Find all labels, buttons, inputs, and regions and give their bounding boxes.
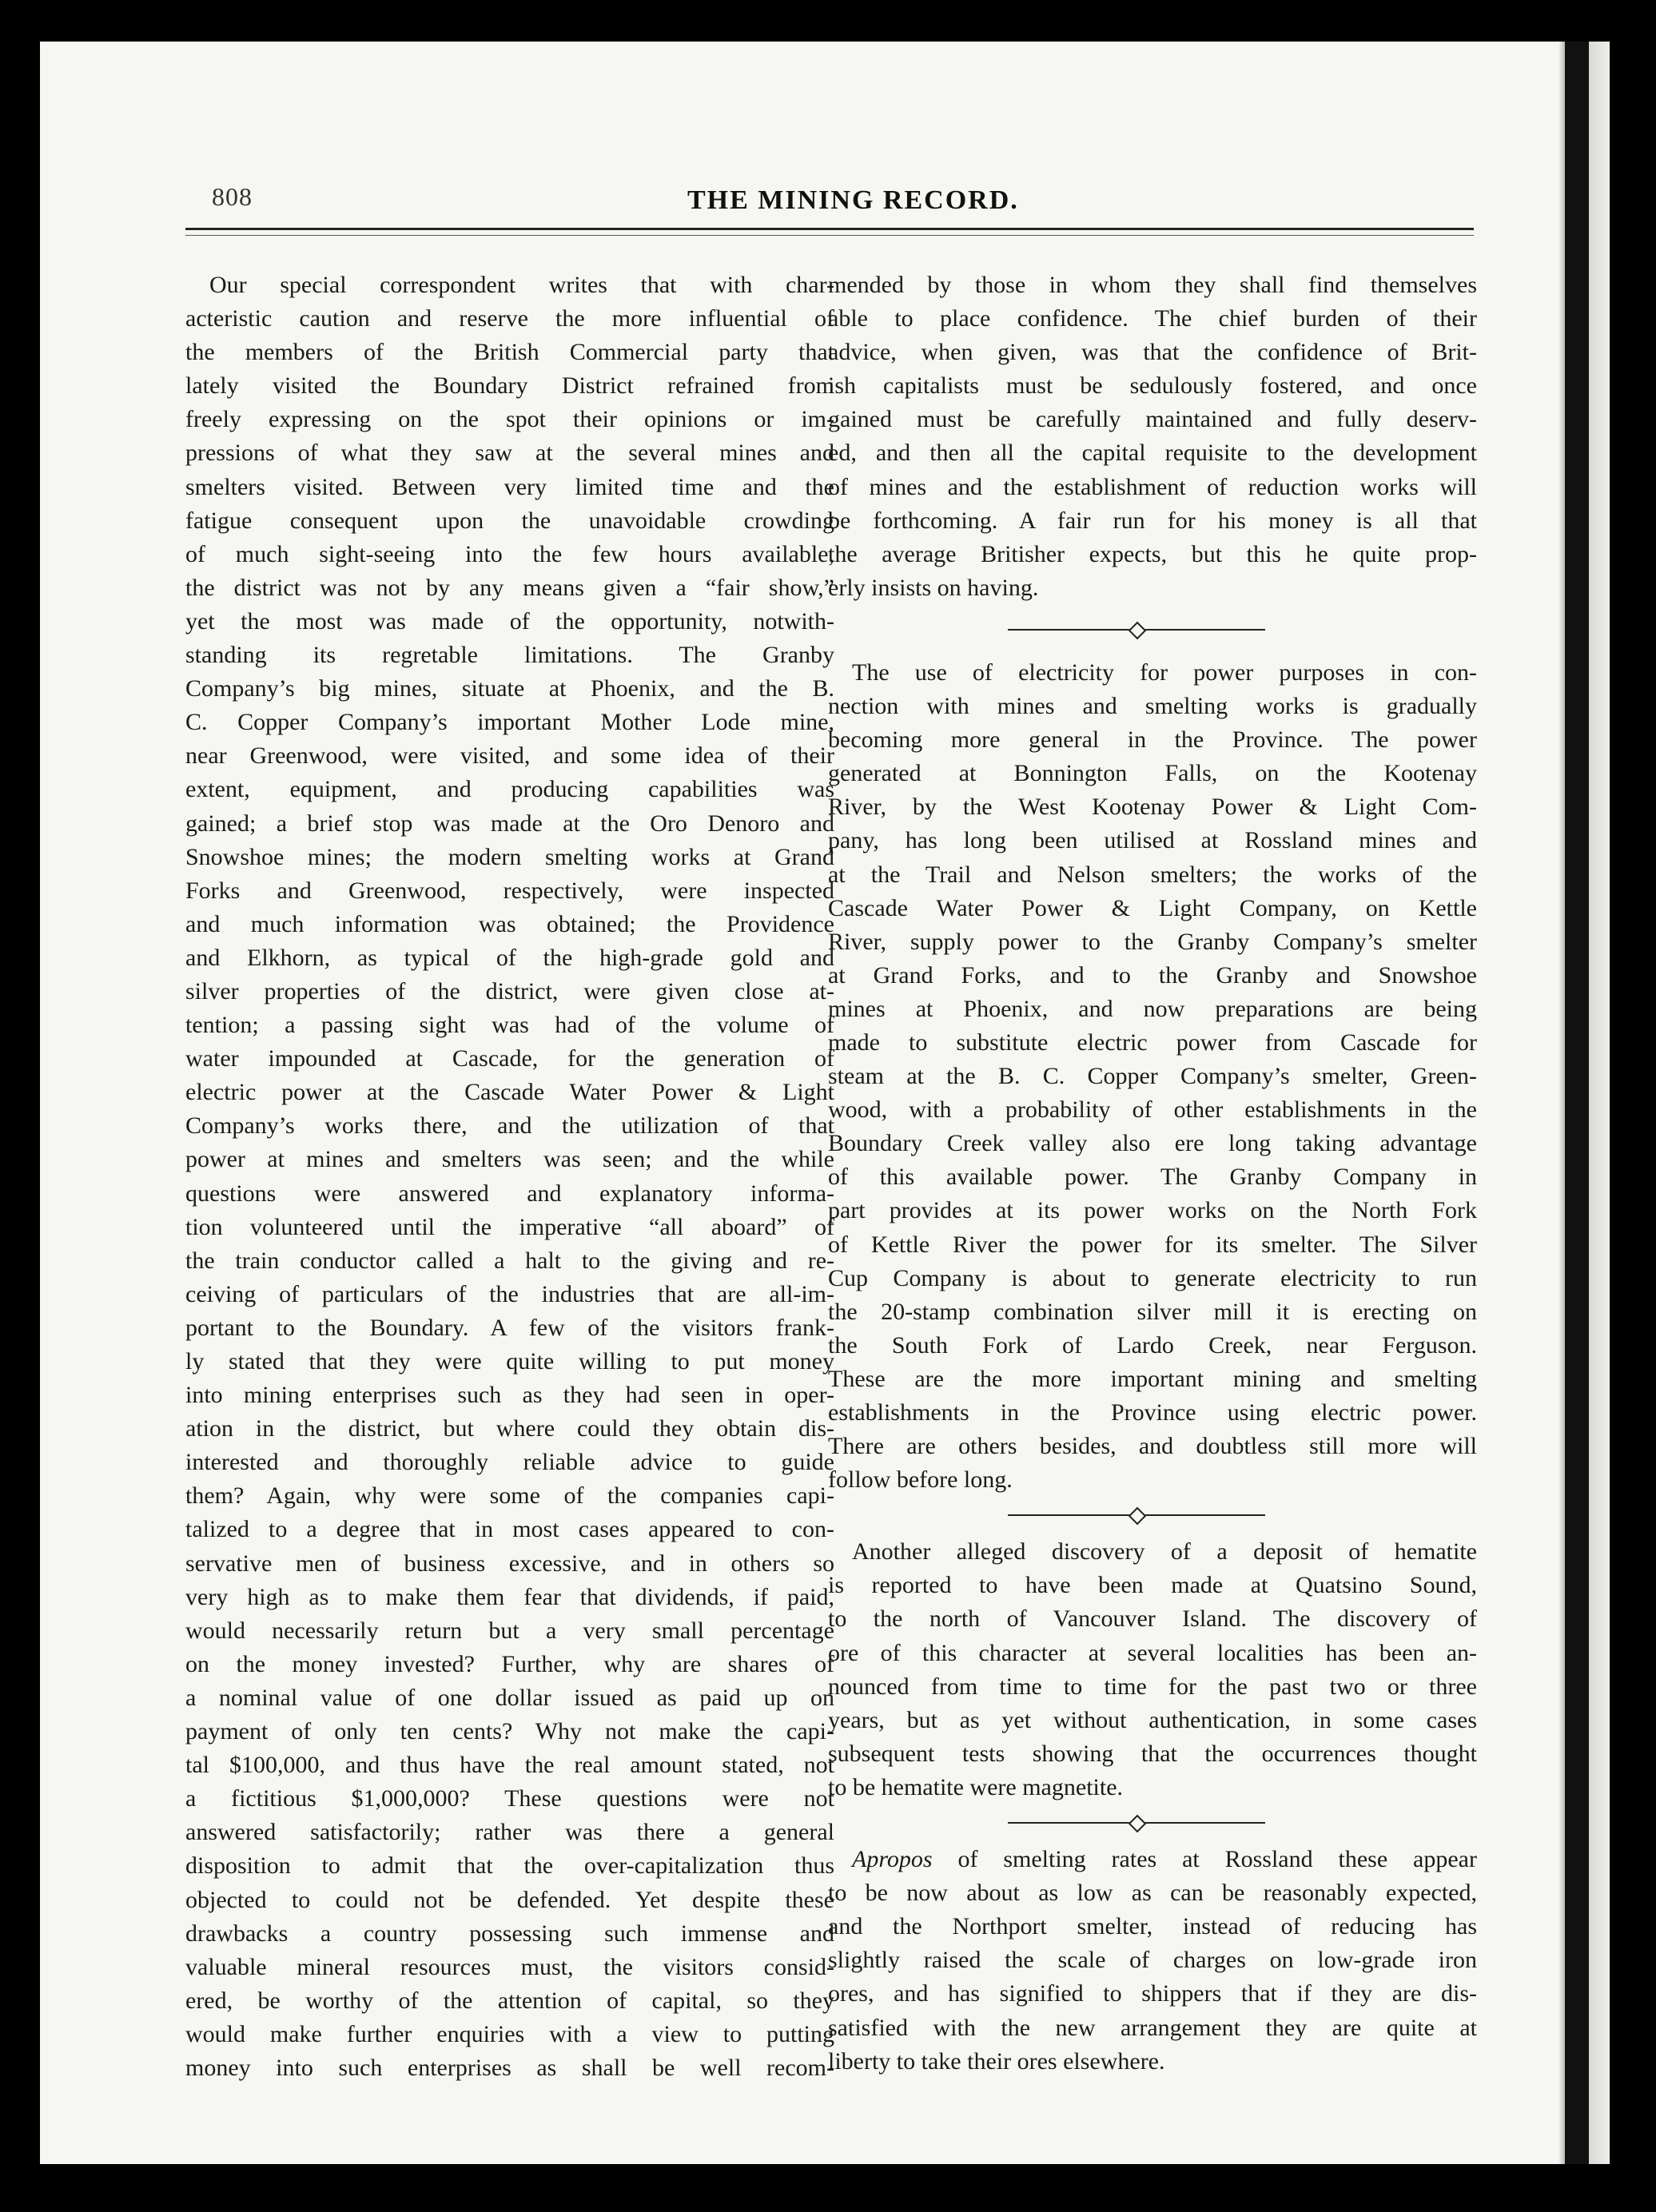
diamond-ornament-icon (1129, 1815, 1147, 1833)
text-line: pressions of what they saw at the several mines and (185, 440, 834, 467)
text-line: them? Again, why were some of the companies capi- (185, 1482, 834, 1510)
right-column (828, 269, 1477, 2079)
text-line: C. Copper Company’s important Mother Lode mine, (185, 709, 834, 736)
text-line: Snowshoe mines; the modern smelting works at Grand (185, 843, 834, 870)
text-line: of mines and the establishment of reduction works will (828, 473, 1477, 500)
text-line: gained must be carefully maintained and fully deserv- (828, 406, 1477, 433)
text-line: portant to the Boundary. A few of the visitors frank- (185, 1314, 834, 1341)
text-line: very high as to make them fear that dividends, if paid, (185, 1583, 834, 1610)
text-line: Cascade Water Power & Light Company, on Kettle (828, 894, 1477, 921)
text-line: liberty to take their ores elsewhere. (828, 2047, 1165, 2075)
text-line: yet the most was made of the opportunity, notwith- (185, 607, 834, 635)
text-line: Boundary Creek valley also ere long taking advantage (828, 1130, 1477, 1157)
article-paragraph (828, 1535, 1477, 1804)
article-paragraph (828, 1843, 1477, 2079)
text-line: ceiving of particulars of the industries that are all-im- (185, 1280, 834, 1307)
text-line: mended by those in whom they shall find themselves (828, 272, 1477, 298)
text-line: the 20-stamp combination silver mill it is erecting on (828, 1298, 1477, 1325)
text-line: Forks and Greenwood, respectively, were inspected (185, 877, 834, 904)
text-line: Cup Company is about to generate electricity to run (828, 1264, 1477, 1291)
text-line: River, by the West Kootenay Power & Light Com- (828, 794, 1477, 821)
text-line: a nominal value of one dollar issued as paid up on (185, 1684, 834, 1711)
text-line: These are the more important mining and smelting (828, 1365, 1477, 1392)
text-line: Our special correspondent writes that with char- (209, 272, 834, 298)
text-line: into mining enterprises such as they had seen in oper- (185, 1382, 834, 1409)
text-line: able to place confidence. The chief burden of their (828, 305, 1477, 332)
text-line: tion volunteered until the imperative “all aboard” of (185, 1213, 834, 1240)
text-line: of Kettle River the power for its smelter. The Silver (828, 1231, 1477, 1258)
text-line: questions were answered and explanatory informa- (185, 1180, 834, 1207)
text-line: a fictitious $1,000,000? These questions were not (185, 1785, 834, 1812)
text-line: ly stated that they were quite willing to put money (185, 1348, 834, 1375)
text-line: lately visited the Boundary District refrained from (185, 372, 834, 400)
facing-page-edge (1565, 42, 1610, 2164)
text-line: tal $100,000, and thus have the real amount stated, not (185, 1752, 834, 1779)
text-line: answered satisfactorily; rather was there a general (185, 1819, 834, 1846)
text-line (828, 1843, 1477, 1876)
text-line: the members of the British Commercial party that (185, 339, 834, 366)
text-line: near Greenwood, were visited, and some idea of their (185, 742, 834, 770)
text-line: There are others besides, and doubtless still more will (828, 1433, 1477, 1460)
journal-title: THE MINING RECORD. (687, 185, 1019, 215)
text-line: disposition to admit that the over-capitalization thus (185, 1852, 834, 1880)
page-number: 808 (212, 182, 253, 211)
text-line: is reported to have been made at Quatsino Sound, (828, 1572, 1477, 1599)
text-line: ation in the district, but where could they obtain dis- (185, 1415, 834, 1442)
text-line: and Elkhorn, as typical of the high-grade gold and (185, 944, 834, 971)
text-line: and much information was obtained; the Providence (185, 910, 834, 937)
text-line: establishments in the Province using electric power. (828, 1399, 1477, 1426)
text-line: River, supply power to the Granby Company’s smelter (828, 928, 1477, 955)
text-line: mines at Phoenix, and now preparations are being (828, 995, 1477, 1022)
text-line: power at mines and smelters was seen; and the while (185, 1146, 834, 1173)
article-paragraph (828, 269, 1477, 605)
text-line: years, but as yet without authentication, in some cases (828, 1706, 1477, 1733)
text-line: to the north of Vancouver Island. The discovery of (828, 1605, 1477, 1633)
text-line: drawbacks a country possessing such immense and (185, 1920, 834, 1947)
text-line: ish capitalists must be sedulously fostered, and once (828, 372, 1477, 400)
left-column (185, 269, 834, 2085)
section-separator (828, 1497, 1477, 1535)
text-line: silver properties of the district, were given close at- (185, 977, 834, 1005)
text-line: valuable mineral resources must, the visitors consid- (185, 1953, 834, 1980)
text-line: objected to could not be defended. Yet despite these (185, 1886, 834, 1913)
text-line: becoming more general in the Province. The power (828, 726, 1477, 754)
text-line: standing its regretable limitations. The Granby (185, 642, 834, 669)
article-paragraph (828, 656, 1477, 1497)
text-line: erly insists on having. (828, 574, 1039, 601)
text-line: pany, has long been utilised at Rossland mines and (828, 827, 1477, 854)
text-line: Company’s big mines, situate at Phoenix, and the B. (185, 675, 834, 702)
text-line: the South Fork of Lardo Creek, near Ferguson. (828, 1331, 1477, 1359)
text-line: to be now about as low as can be reasonably expected, (828, 1880, 1477, 1907)
text-line: fatigue consequent upon the unavoidable crowding (185, 507, 834, 534)
diamond-ornament-icon (1129, 622, 1147, 640)
text-line: money into such enterprises as shall be well recom- (185, 2054, 834, 2081)
section-separator (828, 605, 1477, 656)
text-line: acteristic caution and reserve the more influential of (185, 305, 834, 332)
text-line: at the Trail and Nelson smelters; the works of the (828, 861, 1477, 888)
diamond-ornament-icon (1129, 1507, 1147, 1526)
text-line: generated at Bonnington Falls, on the Kootenay (828, 760, 1477, 787)
text-line: advice, when given, was that the confidence of Brit- (828, 339, 1477, 366)
text-line: made to substitute electric power from Cascade for (828, 1028, 1477, 1056)
text-line: be forthcoming. A fair run for his money is all that (828, 507, 1477, 534)
text-line: at Grand Forks, and to the Granby and Snowshoe (828, 961, 1477, 989)
text-line: on the money invested? Further, why are shares of (185, 1650, 834, 1677)
text-line: ed, and then all the capital requisite to the development (828, 440, 1477, 467)
scanned-page (40, 42, 1565, 2164)
header-rule-thin (185, 235, 1474, 236)
text-line: nection with mines and smelting works is gradually (828, 693, 1477, 720)
text-line: tention; a passing sight was had of the volume of (185, 1012, 834, 1039)
text-line: ered, be worthy of the attention of capital, so they (185, 1987, 834, 2014)
text-line: servative men of business excessive, and in others so (185, 1550, 834, 1577)
text-line: wood, with a probability of other establishments in the (828, 1096, 1477, 1124)
text-line: smelters visited. Between very limited time and the (185, 473, 834, 500)
text-line: Company’s works there, and the utilization of that (185, 1112, 834, 1140)
text-line: interested and thoroughly reliable advice to guide (185, 1449, 834, 1476)
text-line: follow before long. (828, 1466, 1013, 1494)
text-line: steam at the B. C. Copper Company’s smelter, Green- (828, 1063, 1477, 1090)
text-line: the average Britisher expects, but this he quite prop- (828, 540, 1477, 567)
text-line: ores, and has signified to shippers that if they are dis- (828, 1980, 1477, 2007)
text-line: satisfied with the new arrangement they are quite at (828, 2014, 1477, 2041)
text-fragment: of smelting rates at Rossland these appear (932, 1846, 1477, 1873)
text-line: part provides at its power works on the North Fork (828, 1197, 1477, 1224)
text-line: The use of electricity for power purposes in con- (852, 658, 1477, 686)
text-line: slightly raised the scale of charges on low-grade iron (828, 1947, 1477, 1974)
text-line: water impounded at Cascade, for the generation of (185, 1045, 834, 1072)
text-line: would necessarily return but a very small percentage (185, 1617, 834, 1644)
page-gutter-shadow (1558, 42, 1565, 2164)
text-line: nounced from time to time for the past two or three (828, 1673, 1477, 1700)
text-line: freely expressing on the spot their opinions or im- (185, 406, 834, 433)
article-paragraph (185, 269, 834, 2085)
text-line: Another alleged discovery of a deposit of hematite (852, 1538, 1477, 1566)
text-line: ore of this character at several localities has been an- (828, 1639, 1477, 1666)
header-rule-thick (185, 228, 1474, 230)
text-line: talized to a degree that in most cases appeared to con- (185, 1516, 834, 1543)
text-line: and the Northport smelter, instead of reducing has (828, 1913, 1477, 1940)
text-line: the train conductor called a halt to the giving and re- (185, 1247, 834, 1274)
text-line: of much sight-seeing into the few hours available, (185, 540, 834, 567)
text-line: would make further enquiries with a view to putting (185, 2020, 834, 2047)
section-separator (828, 1804, 1477, 1843)
text-line: extent, equipment, and producing capabilities was (185, 776, 834, 803)
text-line: of this available power. The Granby Company in (828, 1164, 1477, 1191)
text-line: subsequent tests showing that the occurrences thought (828, 1740, 1477, 1767)
text-line: payment of only ten cents? Why not make the capi- (185, 1718, 834, 1745)
text-line: electric power at the Cascade Water Power & Light (185, 1079, 834, 1106)
text-line: to be hematite were magnetite. (828, 1773, 1124, 1800)
text-line: the district was not by any means given a “fair show,” (185, 574, 834, 601)
text-line: gained; a brief stop was made at the Oro Denoro and (185, 810, 834, 837)
italic-word: Apropos (852, 1846, 933, 1873)
